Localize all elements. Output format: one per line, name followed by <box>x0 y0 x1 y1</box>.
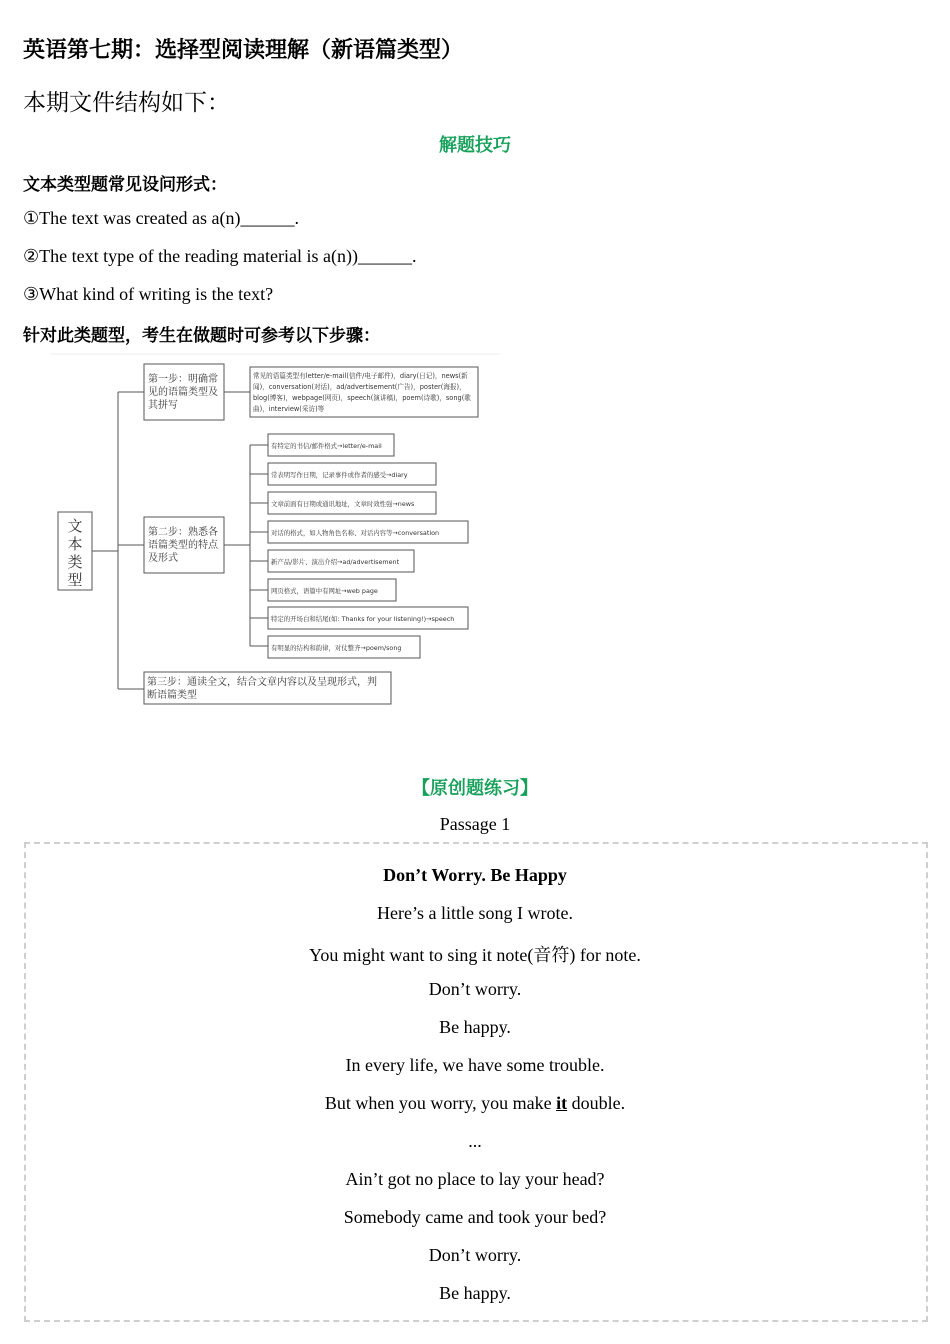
feature-poem: 有明显的结构和韵律，对仗整齐→poem/song <box>271 644 402 652</box>
passage-label: Passage 1 <box>439 814 511 834</box>
root-char-2: 本 <box>67 535 83 553</box>
feature-letter: 有特定的书信/邮件格式→letter/e-mail <box>271 442 382 450</box>
page-title: 英语第七期：选择型阅读理解（新语篇类型） <box>23 38 464 63</box>
step3-line-1: 第三步：通读全文，结合文章内容以及呈现形式，判 <box>147 677 377 688</box>
section-heading-tips: 解题技巧 <box>439 135 511 156</box>
root-char-3: 类 <box>67 553 83 571</box>
song-line-10: Be happy. <box>439 1283 511 1303</box>
question-form-3: ③What kind of writing is the text? <box>23 284 274 304</box>
song-line-4: Be happy. <box>439 1017 511 1037</box>
feature-webpage: 网页格式，语篇中有网址→web page <box>271 587 378 595</box>
step2-line-3: 及形式 <box>148 553 178 564</box>
song-line-6-after: double. <box>567 1093 626 1113</box>
steps-heading: 针对此类题型，考生在做题时可参考以下步骤： <box>23 326 380 346</box>
song-line-6-before: But when you worry, you make <box>324 1093 557 1113</box>
step1-line-2: 见的语篇类型及 <box>148 387 218 398</box>
intro-text: 本期文件结构如下： <box>23 90 230 116</box>
song-line-1: Here’s a little song I wrote. <box>377 903 573 923</box>
feature-ad: 新产品/影片、演出介绍→ad/advertisement <box>271 558 400 566</box>
root-char-1: 文 <box>67 517 83 535</box>
step1-note-line-2: 闻)，conversation(对话)，ad/advertisement(广告)，poster(海报)， <box>253 383 466 391</box>
question-form-2: ②The text type of the reading material is a(n))______. <box>23 246 417 266</box>
song-line-2: You might want to sing it note(音符) for note. <box>309 945 641 965</box>
question-forms-heading: 文本类型题常见设问形式： <box>23 175 227 195</box>
root-char-4: 型 <box>67 571 83 589</box>
step1-note-line-1: 常见的语篇类型有letter/e-mail(信件/电子邮件)，diary(日记)，news(新 <box>253 372 468 380</box>
text-type-mindmap <box>50 352 500 717</box>
song-title: Don’t Worry. Be Happy <box>383 865 567 885</box>
feature-conversation: 对话的格式，如人物角色名称、对话内容等→conversation <box>271 529 440 537</box>
step1-line-3: 其拼写 <box>148 400 178 411</box>
song-ellipsis: ... <box>468 1131 482 1151</box>
underlined-word-it: it <box>556 1093 568 1113</box>
practice-heading: 【原创题练习】 <box>412 778 538 799</box>
song-line-9: Don’t worry. <box>428 1245 522 1265</box>
step1-note-line-4: 曲)，interview(采访)等 <box>253 405 325 413</box>
question-form-1: ①The text was created as a(n)______. <box>23 208 300 228</box>
step2-line-2: 语篇类型的特点 <box>148 540 218 551</box>
song-line-6 <box>0 1093 950 1114</box>
step2-line-1: 第二步：熟悉各 <box>148 527 218 538</box>
song-line-7: Ain’t got no place to lay your head? <box>345 1169 605 1189</box>
step1-line-1: 第一步：明确常 <box>148 374 218 385</box>
step3-line-2: 断语篇类型 <box>147 690 197 701</box>
song-line-8: Somebody came and took your bed? <box>343 1207 607 1227</box>
feature-diary: 常表明写作日期，记录事件或作者的感受→diary <box>271 471 408 479</box>
feature-news: 文章前面有日期或通讯地址，文章时效性强→news <box>271 500 415 508</box>
feature-speech: 特定的开场白和结尾(如: Thanks for your listening!)→speech <box>271 615 455 623</box>
step1-note-line-3: blog(博客)，webpage(网页)，speech(演讲稿)，poem(诗歌)，song(歌 <box>253 394 471 402</box>
song-line-3: Don’t worry. <box>428 979 522 999</box>
song-line-5: In every life, we have some trouble. <box>345 1055 605 1075</box>
